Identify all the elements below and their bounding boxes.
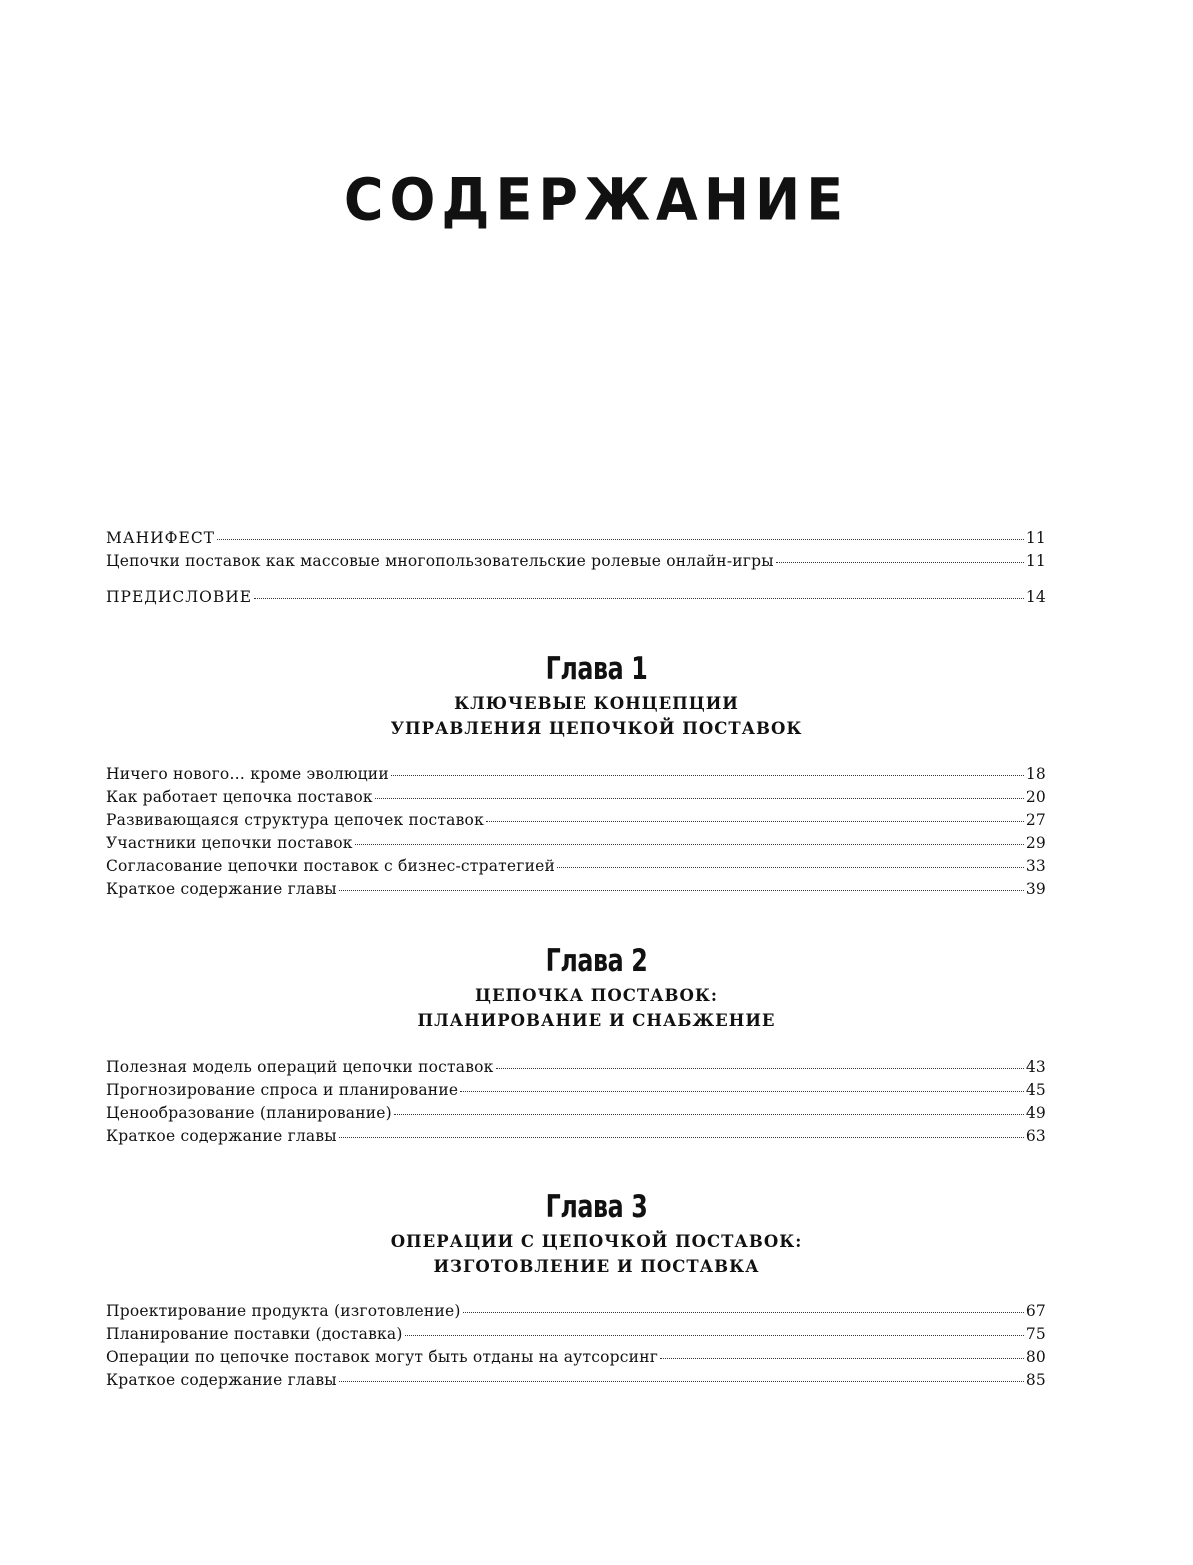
toc-preface [106, 586, 1046, 609]
toc-entry[interactable] [106, 1102, 1046, 1125]
toc-entry-page: 80 [1025, 1348, 1046, 1366]
chapter-label: Глава 1 [545, 649, 648, 687]
leader-dots [496, 1068, 1024, 1069]
toc-entry-title: Краткое содержание главы [106, 1127, 337, 1145]
toc-entry-title: Ценообразование (планирование) [106, 1104, 392, 1122]
toc-entry-title: ПРЕДИСЛОВИЕ [106, 588, 253, 606]
toc-front-matter [106, 527, 1046, 573]
toc-entry[interactable] [106, 1300, 1046, 1323]
leader-dots [463, 1312, 1024, 1313]
chapter-heading [0, 1189, 1193, 1279]
toc-entry-title: Краткое содержание главы [106, 880, 337, 898]
leader-dots [339, 1137, 1024, 1138]
toc-chapter-3 [106, 1300, 1046, 1392]
toc-entry-page: 20 [1025, 788, 1046, 806]
leader-dots [776, 562, 1024, 563]
leader-dots [391, 775, 1024, 776]
leader-dots [405, 1335, 1024, 1336]
toc-entry-page: 67 [1025, 1302, 1046, 1320]
toc-entry[interactable] [106, 527, 1046, 550]
toc-entry[interactable] [106, 1369, 1046, 1392]
toc-entry[interactable] [106, 763, 1046, 786]
toc-entry-page: 39 [1025, 880, 1046, 898]
toc-entry-title: Полезная модель операций цепочки поставок [106, 1058, 494, 1076]
chapter-subtitle-line: УПРАВЛЕНИЯ ЦЕПОЧКОЙ ПОСТАВОК [390, 719, 803, 738]
toc-entry-title: Участники цепочки поставок [106, 834, 353, 852]
toc-entry-title: Развивающаяся структура цепочек поставок [106, 811, 484, 829]
toc-entry-title: Как работает цепочка поставок [106, 788, 373, 806]
toc-entry-page: 18 [1025, 765, 1046, 783]
toc-entry-title: Цепочки поставок как массовые многопользовательские ролевые онлайн-игры [106, 552, 774, 570]
toc-entry-page: 27 [1025, 811, 1046, 829]
leader-dots [460, 1091, 1024, 1092]
toc-entry-page: 49 [1025, 1104, 1046, 1122]
chapter-subtitle-line: ОПЕРАЦИИ С ЦЕПОЧКОЙ ПОСТАВОК: [390, 1232, 803, 1251]
leader-dots [355, 844, 1024, 845]
toc-entry-title: Краткое содержание главы [106, 1371, 337, 1389]
leader-dots [254, 598, 1024, 599]
toc-entry[interactable] [106, 1323, 1046, 1346]
toc-entry-page: 75 [1025, 1325, 1046, 1343]
toc-entry-page: 11 [1025, 529, 1046, 547]
toc-entry-page: 63 [1025, 1127, 1046, 1145]
chapter-heading [0, 943, 1193, 1033]
leader-dots [339, 1381, 1024, 1382]
toc-entry-title: Согласование цепочки поставок с бизнес-стратегией [106, 857, 556, 875]
leader-dots [217, 539, 1024, 540]
chapter-subtitle-line: ИЗГОТОВЛЕНИЕ И ПОСТАВКА [433, 1257, 760, 1276]
toc-entry[interactable] [106, 832, 1046, 855]
leader-dots [557, 867, 1024, 868]
toc-entry[interactable] [106, 1346, 1046, 1369]
toc-entry[interactable] [106, 809, 1046, 832]
toc-entry-title: Прогнозирование спроса и планирование [106, 1081, 459, 1099]
toc-entry-title: МАНИФЕСТ [106, 529, 216, 547]
page-title: СОДЕРЖАНИЕ [343, 165, 850, 234]
toc-entry-page: 43 [1025, 1058, 1046, 1076]
chapter-subtitle-line: КЛЮЧЕВЫЕ КОНЦЕПЦИИ [454, 694, 739, 713]
leader-dots [375, 798, 1024, 799]
toc-chapter-2 [106, 1056, 1046, 1148]
chapter-subtitle [0, 1229, 1193, 1279]
toc-entry-page: 11 [1025, 552, 1046, 570]
toc-entry[interactable] [106, 855, 1046, 878]
leader-dots [394, 1114, 1024, 1115]
toc-chapter-1 [106, 763, 1046, 901]
toc-entry[interactable] [106, 786, 1046, 809]
toc-entry[interactable] [106, 1079, 1046, 1102]
toc-entry-title: Проектирование продукта (изготовление) [106, 1302, 461, 1320]
toc-entry-page: 85 [1025, 1371, 1046, 1389]
chapter-subtitle [0, 691, 1193, 741]
toc-entry-title: Операции по цепочке поставок могут быть отданы на аутсорсинг [106, 1348, 659, 1366]
chapter-label: Глава 3 [545, 1187, 648, 1225]
leader-dots [339, 890, 1024, 891]
leader-dots [486, 821, 1024, 822]
toc-entry[interactable] [106, 1125, 1046, 1148]
toc-entry[interactable] [106, 1056, 1046, 1079]
toc-entry[interactable] [106, 550, 1046, 573]
chapter-subtitle-line: ПЛАНИРОВАНИЕ И СНАБЖЕНИЕ [417, 1011, 776, 1030]
chapter-subtitle [0, 983, 1193, 1033]
toc-entry-title: Ничего нового… кроме эволюции [106, 765, 389, 783]
toc-entry-page: 29 [1025, 834, 1046, 852]
chapter-label: Глава 2 [545, 941, 648, 979]
toc-entry-page: 33 [1025, 857, 1046, 875]
toc-entry[interactable] [106, 878, 1046, 901]
toc-entry-page: 14 [1025, 588, 1046, 606]
toc-entry-page: 45 [1025, 1081, 1046, 1099]
toc-entry[interactable] [106, 586, 1046, 609]
chapter-heading [0, 651, 1193, 741]
chapter-subtitle-line: ЦЕПОЧКА ПОСТАВОК: [475, 986, 718, 1005]
toc-entry-title: Планирование поставки (доставка) [106, 1325, 403, 1343]
leader-dots [660, 1358, 1024, 1359]
